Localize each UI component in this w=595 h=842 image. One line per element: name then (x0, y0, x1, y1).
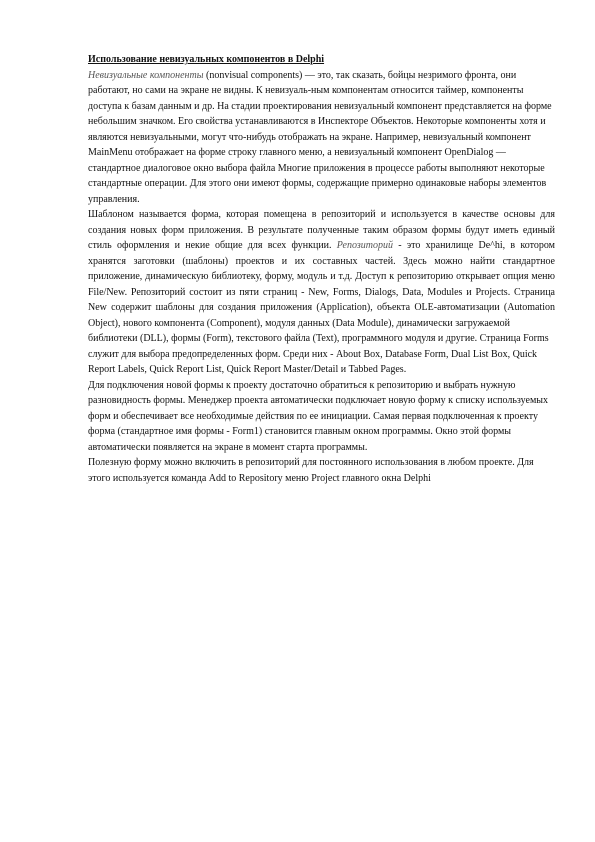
term-repository: Репозиторий (336, 240, 393, 251)
document-title: Использование невизуальных компонентов в Delphi (88, 54, 325, 65)
term-nonvisual-components: Невизуальные компоненты (88, 69, 204, 81)
paragraph-nonvisual-components-text: (nonvisual components) — это, так сказать, бойцы незримого фронта, они работают, но сами на экране не видны. К невизуаль-ным компонентам относится таймер, компоненты доступа к базам данным и др. На стадии проектирования невизуальный компонент представляется на форме небольшим значком. Его свойства устанавливаются в Инспекторе Объектов. Некоторые компоненты хотя и являются невизуальными, могут что-нибудь отображать на экране. Например, невизуальный компонент MainMenu отображает на форме строку главного меню, а невизуальный компонент OpenDialog — стандартное диалоговое окно выбора файла Многие приложения в процессе работы выполняют некоторые стандартные операции. Для этого они имеют формы, содержащие примерно одинаковые наборы элементов управления. (88, 69, 552, 205)
paragraph-forms-page: библиотеки (DLL), формы (Form), текстового файла (Text), программного модуля и другие. Страница Forms служит для выбора предопределенных форм. Среди них - About Box, Database Form, Dual List Box, Quick Report Labels, Quick Report List, Quick Report Master/Detail и Tabbed Pages. (88, 333, 549, 375)
paragraph-repository-text: - это хранилище De^hi, в котором хранятся заготовки (шаблоны) проектов и их составных частей. Здесь можно найти стандартное приложение, динамическую библиотеку, форму, модуль и т.д. Доступ к репозиторию открывает опция меню File/New. Репозиторий состоит из пяти страниц - New, Forms, Dialogs, Data, Modules и Projects. Страница New содержит шаблоны для создания приложения (Application), объекта OLE-автоматизации (Automation Object), нового компонента (Component), модуля данных (Data Module), динамически загружаемой (88, 240, 556, 329)
paragraph-template-repository (88, 207, 555, 331)
paragraph-connect-form: Для подключения новой формы к проекту достаточно обратиться к репозиторию и выбрать нужную разновидность формы. Менеджер проекта автоматически подключает новую форму к списку используемых форм и обеспечивает все необходимые действия по ее инициации. Самая первая подключенная к проекту форма (стандартное имя формы - Form1) становится главным окном программы. Окно этой формы автоматически появляется на экране в момент старта программы. (88, 379, 548, 453)
paragraph-add-to-repository: Полезную форму можно включить в репозиторий для постоянного использования в любом проекте. Для этого используется команда Add to Repository меню Project главного окна Delphi (88, 457, 534, 484)
paragraph-template-intro: Шаблоном называется форма, которая помещена в репозиторий и используется в качестве основы для создания новых форм приложения. В результате полученные таким образом формы будут иметь единый стиль оформления и некие общие для всех функции. (88, 209, 555, 251)
paragraph-nonvisual-components (88, 68, 555, 208)
